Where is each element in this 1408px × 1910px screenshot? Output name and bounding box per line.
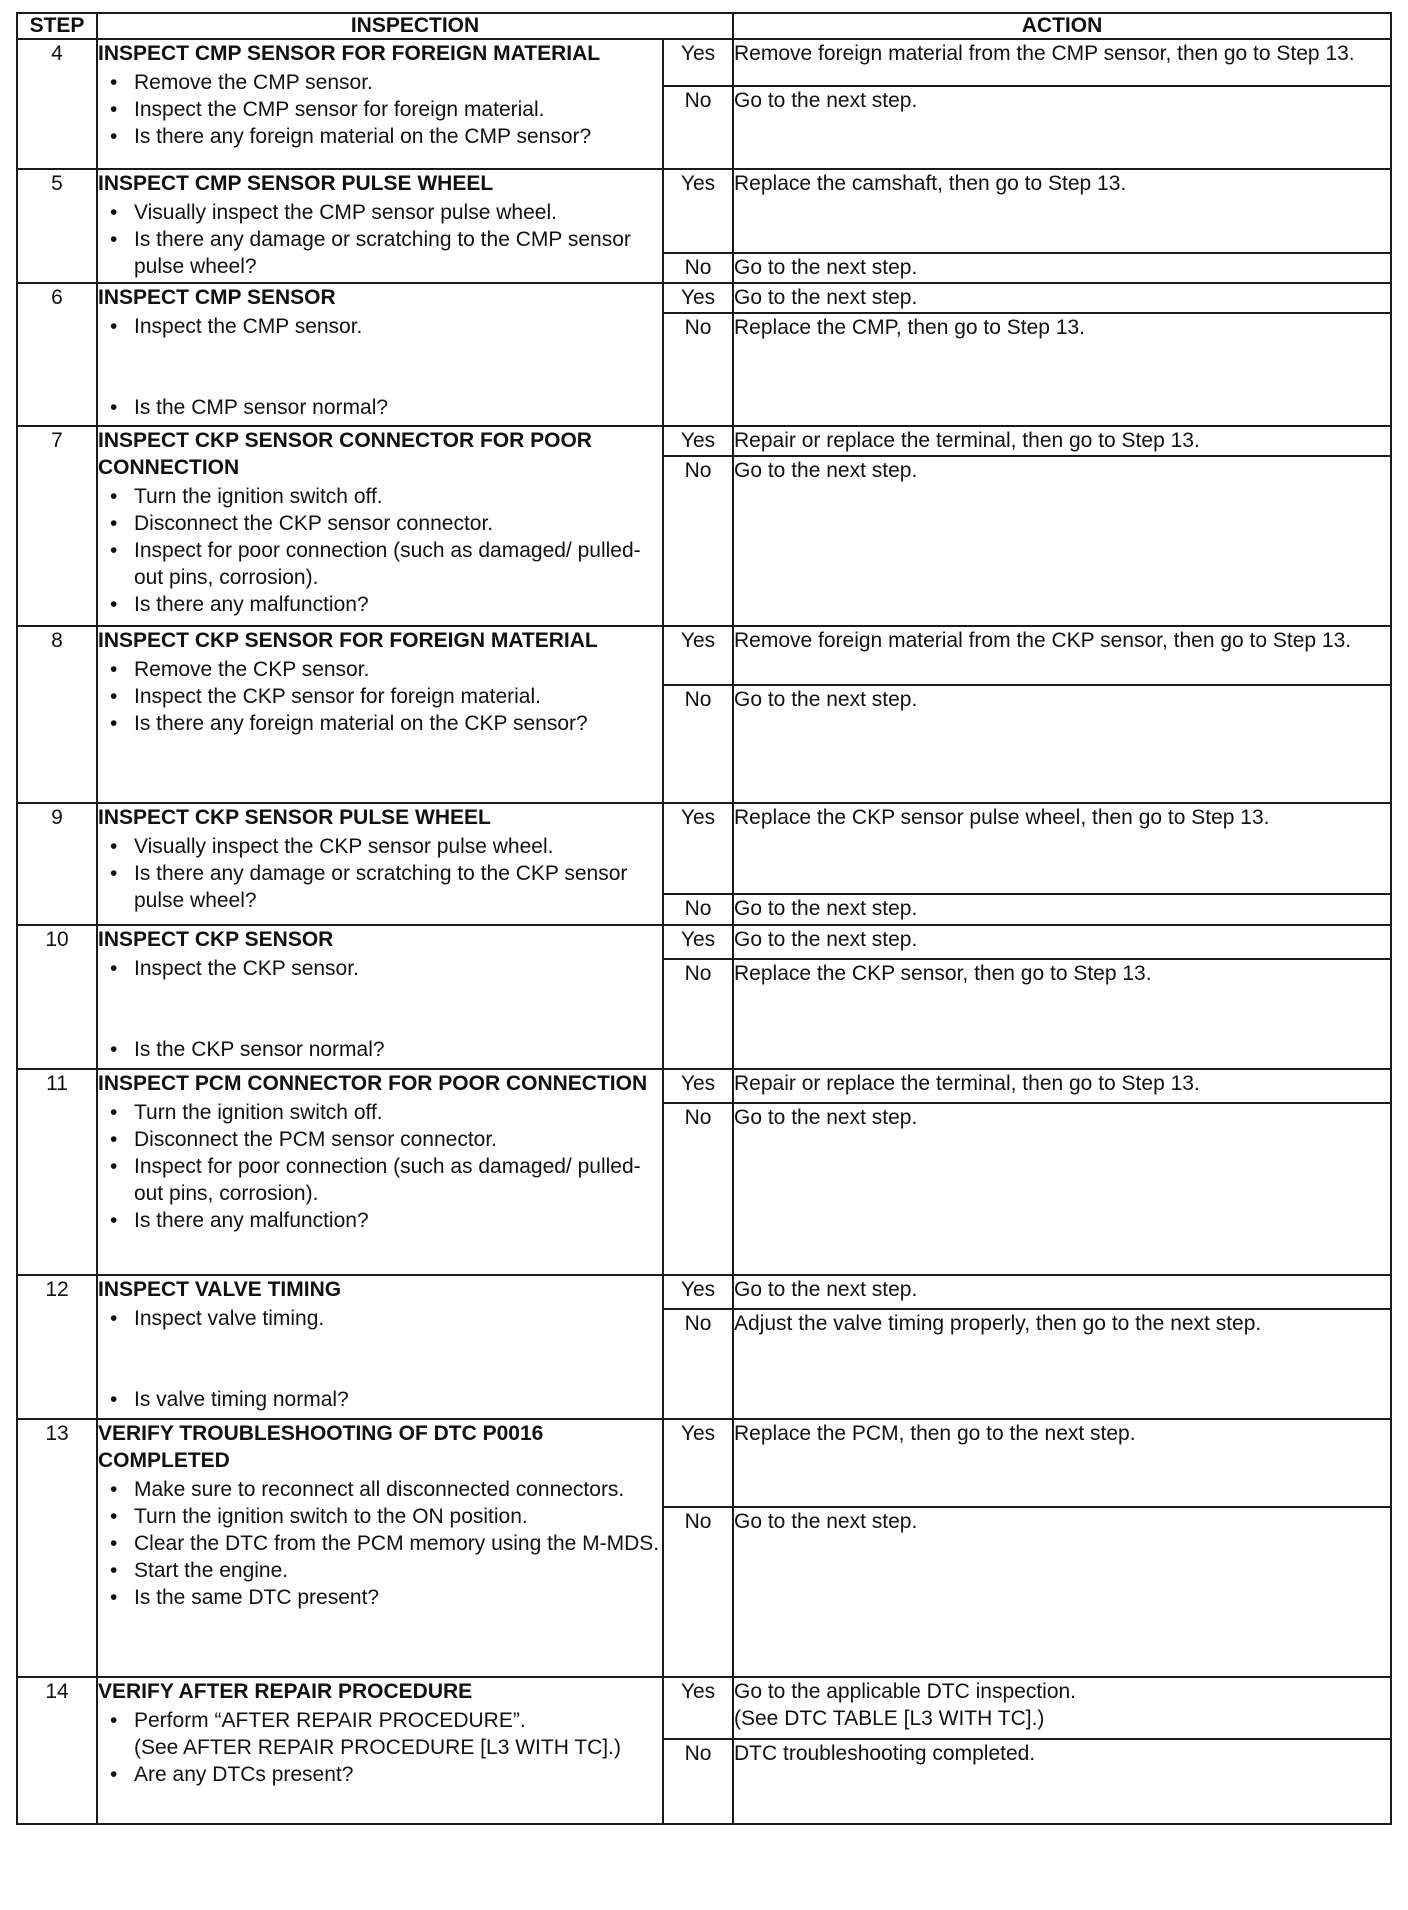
step-number: 13 xyxy=(17,1419,97,1677)
no-label: No xyxy=(663,1103,733,1275)
bullet-text: Perform “AFTER REPAIR PROCEDURE”. xyxy=(134,1709,526,1732)
inspection-cell xyxy=(97,1419,663,1677)
inspection-bullets xyxy=(98,1099,662,1234)
inspection-cell xyxy=(97,626,663,803)
yes-label: Yes xyxy=(663,626,733,685)
step-number: 11 xyxy=(17,1069,97,1275)
no-label: No xyxy=(663,456,733,626)
bullet-item: • Inspect for poor connection (such as damaged/ pulled-out pins, corrosion). xyxy=(98,537,662,591)
bullet-item: • Inspect the CKP sensor. xyxy=(98,955,662,982)
step-number: 12 xyxy=(17,1275,97,1419)
bullet-item: • Turn the ignition switch to the ON position. xyxy=(98,1503,662,1530)
no-label: No xyxy=(663,313,733,426)
no-action: Replace the CKP sensor, then go to Step 13. xyxy=(733,959,1391,1069)
bullet-item: • Turn the ignition switch off. xyxy=(98,1099,662,1126)
yes-action: Remove foreign material from the CKP sensor, then go to Step 13. xyxy=(733,626,1391,685)
bullet-item: • Is the CKP sensor normal? xyxy=(98,1036,662,1063)
troubleshooting-table xyxy=(16,12,1392,1825)
table-row xyxy=(17,1677,1391,1739)
yes-label: Yes xyxy=(663,1419,733,1507)
header-step: STEP xyxy=(17,13,97,39)
table-row xyxy=(17,1275,1391,1309)
yes-action: Go to the next step. xyxy=(733,925,1391,959)
step-number: 4 xyxy=(17,39,97,169)
inspection-cell xyxy=(97,1275,663,1419)
yes-label: Yes xyxy=(663,283,733,313)
bullet-item: • Visually inspect the CMP sensor pulse wheel. xyxy=(98,199,662,226)
inspection-title: INSPECT VALVE TIMING xyxy=(98,1278,342,1301)
no-label: No xyxy=(663,959,733,1069)
inspection-bullets xyxy=(98,483,662,618)
bullet-item: • Disconnect the PCM sensor connector. xyxy=(98,1126,662,1153)
yes-label: Yes xyxy=(663,426,733,456)
yes-action-note: (See DTC TABLE [L3 WITH TC].) xyxy=(734,1707,1045,1730)
no-label: No xyxy=(663,1309,733,1419)
bullet-item: • Start the engine. xyxy=(98,1557,662,1584)
inspection-cell xyxy=(97,169,663,283)
step-number: 6 xyxy=(17,283,97,426)
yes-action: Repair or replace the terminal, then go to Step 13. xyxy=(733,426,1391,456)
step-number: 10 xyxy=(17,925,97,1069)
table-row xyxy=(17,1419,1391,1507)
inspection-cell xyxy=(97,39,663,169)
no-action: Go to the next step. xyxy=(733,685,1391,803)
inspection-title: INSPECT CKP SENSOR xyxy=(98,928,334,951)
bullet-item: • Is there any malfunction? xyxy=(98,1207,662,1234)
yes-action: Go to the applicable DTC inspection. xyxy=(734,1680,1077,1703)
table-row xyxy=(17,626,1391,685)
inspection-title: INSPECT CKP SENSOR FOR FOREIGN MATERIAL xyxy=(98,629,598,652)
yes-label: Yes xyxy=(663,1275,733,1309)
no-label: No xyxy=(663,86,733,169)
no-action: Go to the next step. xyxy=(733,894,1391,925)
no-action: Adjust the valve timing properly, then go to the next step. xyxy=(733,1309,1391,1419)
yes-action: Replace the camshaft, then go to Step 13. xyxy=(733,169,1391,253)
bullet-item: • Turn the ignition switch off. xyxy=(98,483,662,510)
table-row xyxy=(17,1069,1391,1103)
table-row xyxy=(17,39,1391,86)
no-label: No xyxy=(663,253,733,283)
inspection-bullets xyxy=(98,656,662,737)
inspection-bullets xyxy=(98,1305,662,1413)
bullet-item: • Is there any foreign material on the CKP sensor? xyxy=(98,710,662,737)
inspection-cell xyxy=(97,283,663,426)
header-row xyxy=(17,13,1391,39)
inspection-title: INSPECT PCM CONNECTOR FOR POOR CONNECTION xyxy=(98,1072,648,1095)
no-action: Go to the next step. xyxy=(733,1507,1391,1677)
table-row xyxy=(17,283,1391,313)
bullet-item: • Inspect valve timing. xyxy=(98,1305,662,1332)
step-number: 9 xyxy=(17,803,97,925)
yes-label: Yes xyxy=(663,39,733,86)
yes-action: Go to the next step. xyxy=(733,283,1391,313)
no-action: DTC troubleshooting completed. xyxy=(733,1739,1391,1824)
yes-label: Yes xyxy=(663,169,733,253)
inspection-title: INSPECT CKP SENSOR CONNECTOR FOR POOR CONNECTION xyxy=(98,429,592,479)
inspection-bullets xyxy=(98,199,662,280)
bullet-item: • Make sure to reconnect all disconnected connectors. xyxy=(98,1476,662,1503)
inspection-title: VERIFY TROUBLESHOOTING OF DTC P0016 COMPLETED xyxy=(98,1422,544,1472)
inspection-title: VERIFY AFTER REPAIR PROCEDURE xyxy=(98,1680,473,1703)
no-label: No xyxy=(663,894,733,925)
inspection-cell xyxy=(97,1677,663,1824)
bullet-item: • Inspect the CMP sensor. xyxy=(98,313,662,340)
yes-label: Yes xyxy=(663,925,733,959)
no-action: Go to the next step. xyxy=(733,86,1391,169)
yes-action: Remove foreign material from the CMP sensor, then go to Step 13. xyxy=(733,39,1391,86)
inspection-title: INSPECT CMP SENSOR FOR FOREIGN MATERIAL xyxy=(98,42,601,65)
inspection-bullets xyxy=(98,955,662,1063)
no-label: No xyxy=(663,1739,733,1824)
bullet-note: (See AFTER REPAIR PROCEDURE [L3 WITH TC].) xyxy=(134,1736,621,1759)
inspection-bullets xyxy=(98,1707,662,1788)
table-row xyxy=(17,426,1391,456)
table-row xyxy=(17,803,1391,894)
yes-action-cell xyxy=(733,1677,1391,1739)
bullet-item: • Inspect for poor connection (such as damaged/ pulled-out pins, corrosion). xyxy=(98,1153,662,1207)
bullet-item: • Is the same DTC present? xyxy=(98,1584,662,1611)
yes-label: Yes xyxy=(663,1677,733,1739)
no-label: No xyxy=(663,685,733,803)
inspection-bullets xyxy=(98,1476,662,1611)
inspection-cell xyxy=(97,426,663,626)
inspection-title: INSPECT CMP SENSOR xyxy=(98,286,336,309)
step-number: 5 xyxy=(17,169,97,283)
inspection-cell xyxy=(97,1069,663,1275)
bullet-item: • Is there any damage or scratching to the CKP sensor pulse wheel? xyxy=(98,860,662,914)
yes-label: Yes xyxy=(663,803,733,894)
step-number: 14 xyxy=(17,1677,97,1824)
header-action: ACTION xyxy=(733,13,1391,39)
bullet-item: • Inspect the CMP sensor for foreign material. xyxy=(98,96,662,123)
no-action: Go to the next step. xyxy=(733,253,1391,283)
inspection-title: INSPECT CMP SENSOR PULSE WHEEL xyxy=(98,172,494,195)
yes-action: Replace the PCM, then go to the next step. xyxy=(733,1419,1391,1507)
step-number: 8 xyxy=(17,626,97,803)
bullet-item: • Is the CMP sensor normal? xyxy=(98,394,662,421)
inspection-bullets xyxy=(98,313,662,421)
bullet-item: • Inspect the CKP sensor for foreign material. xyxy=(98,683,662,710)
no-action: Go to the next step. xyxy=(733,456,1391,626)
inspection-cell xyxy=(97,803,663,925)
table-row xyxy=(17,925,1391,959)
bullet-item: • Remove the CMP sensor. xyxy=(98,69,662,96)
yes-action: Go to the next step. xyxy=(733,1275,1391,1309)
yes-action: Replace the CKP sensor pulse wheel, then go to Step 13. xyxy=(733,803,1391,894)
step-number: 7 xyxy=(17,426,97,626)
no-action: Replace the CMP, then go to Step 13. xyxy=(733,313,1391,426)
no-label: No xyxy=(663,1507,733,1677)
inspection-bullets xyxy=(98,833,662,914)
inspection-bullets xyxy=(98,69,662,150)
yes-label: Yes xyxy=(663,1069,733,1103)
bullet-item: • Is valve timing normal? xyxy=(98,1386,662,1413)
bullet-item: • Are any DTCs present? xyxy=(98,1761,662,1788)
bullet-item: • Disconnect the CKP sensor connector. xyxy=(98,510,662,537)
inspection-title: INSPECT CKP SENSOR PULSE WHEEL xyxy=(98,806,491,829)
table-row xyxy=(17,169,1391,253)
header-inspection: INSPECTION xyxy=(97,13,733,39)
bullet-item xyxy=(98,1707,662,1761)
bullet-item: • Is there any damage or scratching to the CMP sensor pulse wheel? xyxy=(98,226,662,280)
bullet-item: • Is there any malfunction? xyxy=(98,591,662,618)
bullet-item: • Is there any foreign material on the CMP sensor? xyxy=(98,123,662,150)
bullet-item: • Remove the CKP sensor. xyxy=(98,656,662,683)
inspection-cell xyxy=(97,925,663,1069)
yes-action: Repair or replace the terminal, then go to Step 13. xyxy=(733,1069,1391,1103)
bullet-item: • Clear the DTC from the PCM memory using the M-MDS. xyxy=(98,1530,662,1557)
no-action: Go to the next step. xyxy=(733,1103,1391,1275)
bullet-item: • Visually inspect the CKP sensor pulse wheel. xyxy=(98,833,662,860)
